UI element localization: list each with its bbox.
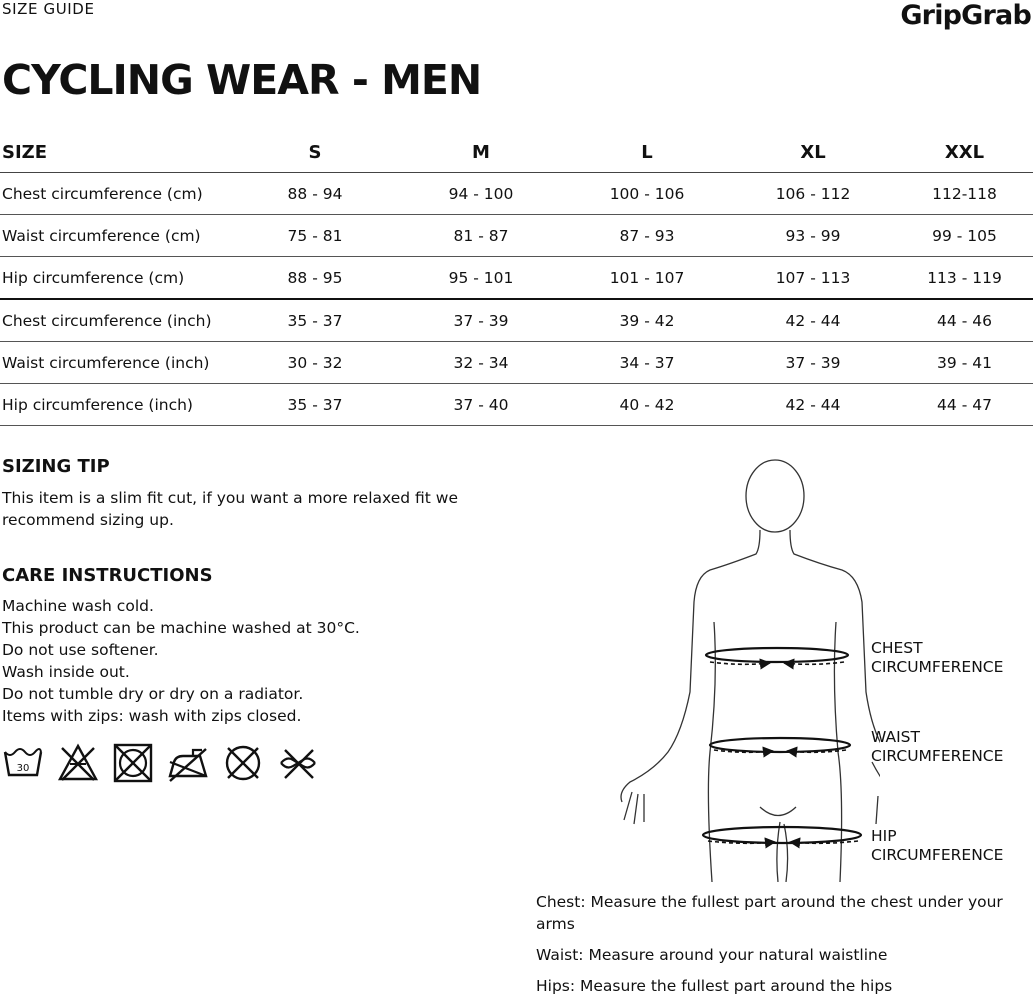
- hip-measurement-label: [871, 827, 1003, 865]
- table-cell: 112-118: [896, 173, 1033, 215]
- row-label: Waist circumference (cm): [0, 215, 232, 257]
- waist-note: Waist: Measure around your natural waistline: [536, 946, 888, 964]
- column-header-s: S: [232, 132, 398, 173]
- row-label: Hip circumference (inch): [0, 384, 232, 426]
- waist-measurement-line: [710, 738, 850, 752]
- table-cell: 37 - 39: [730, 342, 896, 384]
- waist-label-line: WAIST: [871, 728, 920, 746]
- table-cell: 88 - 95: [232, 257, 398, 300]
- sizing-tip-line: This item is a slim fit cut, if you want a more relaxed fit we: [2, 489, 458, 507]
- table-cell: 93 - 99: [730, 215, 896, 257]
- table-row: [0, 257, 1033, 300]
- column-header-size: SIZE: [0, 132, 232, 173]
- table-cell: 95 - 101: [398, 257, 564, 300]
- chest-note: [536, 891, 1031, 935]
- chest-label-line: CIRCUMFERENCE: [871, 658, 1004, 676]
- size-table: [0, 132, 1033, 426]
- row-label: Waist circumference (inch): [0, 342, 232, 384]
- table-cell: 101 - 107: [564, 257, 730, 300]
- sizing-tip-title: SIZING TIP: [2, 456, 110, 477]
- brand-logo: GripGrab: [900, 0, 1031, 31]
- table-cell: 35 - 37: [232, 299, 398, 342]
- table-cell: 81 - 87: [398, 215, 564, 257]
- table-cell: 99 - 105: [896, 215, 1033, 257]
- measurement-notes: [536, 891, 1031, 1006]
- chest-note-line: Chest: Measure the fullest part around the chest under your: [536, 893, 1003, 911]
- list-item: Items with zips: wash with zips closed.: [2, 707, 302, 725]
- chest-label-line: CHEST: [871, 639, 923, 657]
- row-label: Hip circumference (cm): [0, 257, 232, 300]
- no-wring-icon: [277, 742, 319, 784]
- chest-note-line: arms: [536, 915, 575, 933]
- hips-note: Hips: Measure the fullest part around the hips: [536, 977, 893, 995]
- sizing-tip-text: [2, 487, 458, 531]
- no-tumble-dry-icon: [112, 742, 154, 784]
- table-row: [0, 342, 1033, 384]
- no-bleach-icon: [57, 742, 99, 784]
- no-iron-icon: [167, 742, 209, 784]
- table-cell: 87 - 93: [564, 215, 730, 257]
- table-cell: 44 - 46: [896, 299, 1033, 342]
- body-measurement-figure: [610, 452, 880, 882]
- table-cell: 107 - 113: [730, 257, 896, 300]
- table-row: [0, 173, 1033, 215]
- table-cell: 75 - 81: [232, 215, 398, 257]
- column-header-l: L: [564, 132, 730, 173]
- table-cell: 32 - 34: [398, 342, 564, 384]
- chest-measurement-label: [871, 639, 1003, 677]
- chest-measurement-line: [706, 648, 848, 664]
- wash-temperature: 30: [16, 763, 30, 774]
- table-cell: 42 - 44: [730, 299, 896, 342]
- waist-label-line: CIRCUMFERENCE: [871, 747, 1004, 765]
- hip-label-line: CIRCUMFERENCE: [871, 846, 1004, 864]
- table-cell: 44 - 47: [896, 384, 1033, 426]
- table-cell: 106 - 112: [730, 173, 896, 215]
- table-row: [0, 299, 1033, 342]
- column-header-xxl: XXL: [896, 132, 1033, 173]
- wash-30-icon: [2, 742, 44, 784]
- hip-measurement-line: [703, 827, 861, 843]
- row-label: Chest circumference (cm): [0, 173, 232, 215]
- body-outline: [621, 460, 880, 882]
- table-cell: 113 - 119: [896, 257, 1033, 300]
- column-header-m: M: [398, 132, 564, 173]
- sizing-tip-line: recommend sizing up.: [2, 511, 174, 529]
- table-cell: 34 - 37: [564, 342, 730, 384]
- table-cell: 39 - 42: [564, 299, 730, 342]
- table-row: [0, 215, 1033, 257]
- table-cell: 88 - 94: [232, 173, 398, 215]
- table-cell: 30 - 32: [232, 342, 398, 384]
- list-item: Do not tumble dry or dry on a radiator.: [2, 685, 304, 703]
- list-item: Machine wash cold.: [2, 597, 154, 615]
- table-cell: 37 - 39: [398, 299, 564, 342]
- table-cell: 39 - 41: [896, 342, 1033, 384]
- page-title: CYCLING WEAR - MEN: [2, 56, 482, 104]
- table-cell: 100 - 106: [564, 173, 730, 215]
- hip-label-line: HIP: [871, 827, 897, 845]
- care-icons: [2, 742, 319, 784]
- list-item: Wash inside out.: [2, 663, 130, 681]
- list-item: This product can be machine washed at 30°C.: [2, 619, 360, 637]
- table-cell: 40 - 42: [564, 384, 730, 426]
- size-table-header: [0, 132, 1033, 173]
- row-label: Chest circumference (inch): [0, 299, 232, 342]
- care-instructions-title: CARE INSTRUCTIONS: [2, 565, 213, 586]
- table-cell: 94 - 100: [398, 173, 564, 215]
- no-dry-clean-icon: [222, 742, 264, 784]
- table-row: [0, 384, 1033, 426]
- list-item: Do not use softener.: [2, 641, 159, 659]
- table-cell: 35 - 37: [232, 384, 398, 426]
- column-header-xl: XL: [730, 132, 896, 173]
- care-instructions-list: [2, 595, 360, 727]
- waist-measurement-label: [871, 728, 1003, 766]
- table-cell: 37 - 40: [398, 384, 564, 426]
- size-guide-label: SIZE GUIDE: [2, 0, 95, 18]
- table-cell: 42 - 44: [730, 384, 896, 426]
